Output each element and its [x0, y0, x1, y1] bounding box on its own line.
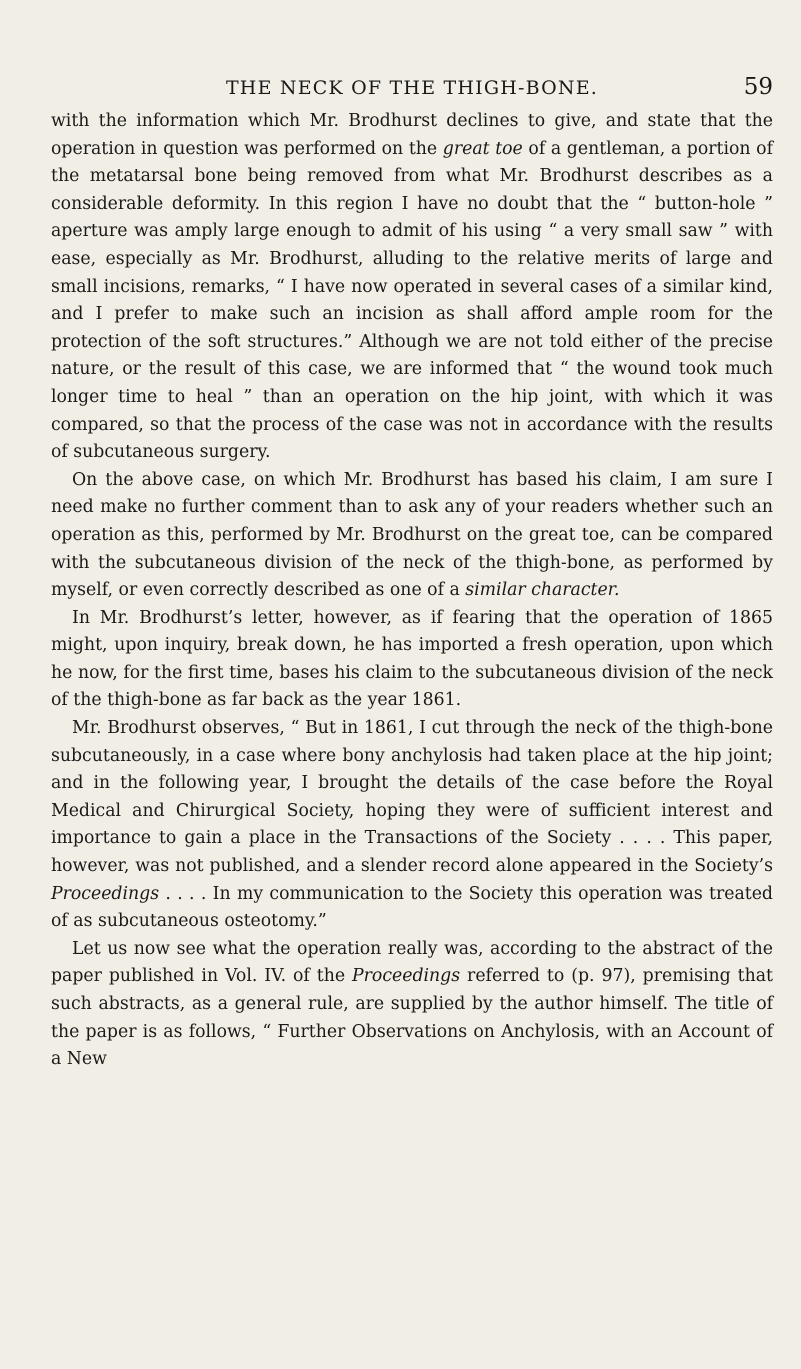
paragraph-5-text-b: referred to (p. 97), premising that such abstracts, as a general rule, are supplied by the author himself. The title of the paper is as follows, “ Further Observations on Anchylosis, with an Account of a New — [51, 966, 773, 1070]
paragraph-4-text-a: Mr. Brodhurst observes, “ But in 1861, I cut through the neck of the thigh-bone subcutaneously, in a case where bony anchylosis had taken place at the hip joint; and in the following year, I brought the details of the case before the Royal Medical and Chirurgical Society, hoping they were of sufficient interest and importance to gain a place in the Transactions of the Society . . . . This paper, however, was not published, and a slender record alone appeared in the Society’s — [51, 718, 773, 877]
running-head — [51, 74, 773, 108]
paragraph-1-text-a: with the information which Mr. Brodhurst declines to give, and state that the operation in question was performed on the — [51, 111, 773, 159]
paragraph-4 — [51, 715, 773, 936]
paragraph-3: In Mr. Brodhurst’s letter, however, as if fearing that the operation of 1865 might, upon inquiry, break down, he has imported a fresh operation, upon which he now, for the first time, bases his claim to the subcutaneous division of the neck of the thigh-bone as far back as the year 1861. — [51, 607, 773, 711]
italic-similar-character: similar character. — [465, 580, 620, 601]
paragraph-1-text-b: of a gentleman, a portion of the metatarsal bone being removed from what Mr. Brodhurst describes as a considerable deformity. In this region I have no doubt that the “ button-hole ” aperture was amply large enough to admit of his using “ a very small saw ” with ease, especially as Mr. Brodhurst, alluding to the relative merits of large and small incisions, remarks, “ I have now operated in several cases of a similar kind, and I prefer to make such an incision as shall afford ample room for the protection of the soft structures.” Although we are not told either of the precise nature, or the result of this case, we are informed that “ the wound took much longer time to heal ” than an operation on the hip joint, with which it was compared, so that the process of the case was not in accordance with the results of subcutaneous surgery. — [51, 138, 773, 463]
running-title: THE NECK OF THE THIGH-BONE. — [225, 77, 599, 99]
italic-proceedings-1: Proceedings — [51, 883, 160, 904]
paragraph-5 — [51, 936, 773, 1074]
italic-proceedings-2: Proceedings — [352, 966, 461, 987]
paragraph-1 — [51, 108, 773, 467]
paragraph-4-text-b: . . . . In my communication to the Society this operation was treated of as subcutaneous osteotomy.” — [51, 883, 773, 932]
body-text — [51, 108, 773, 1074]
italic-great-toe: great toe — [442, 138, 523, 159]
page-number: 59 — [743, 74, 773, 100]
paragraph-5-text-a: Let us now see what the operation really was, according to the abstract of the paper published in Vol. IV. of the — [51, 938, 773, 987]
paragraph-2-text: On the above case, on which Mr. Brodhurst has based his claim, I am sure I need make no further comment than to ask any of your readers whether such an operation as this, performed by Mr. Brodhurst on the great toe, can be compared with the subcutaneous division of the neck of the thigh-bone, as performed by myself, or even correctly described as one of a — [51, 469, 773, 601]
paragraph-2 — [51, 467, 773, 605]
